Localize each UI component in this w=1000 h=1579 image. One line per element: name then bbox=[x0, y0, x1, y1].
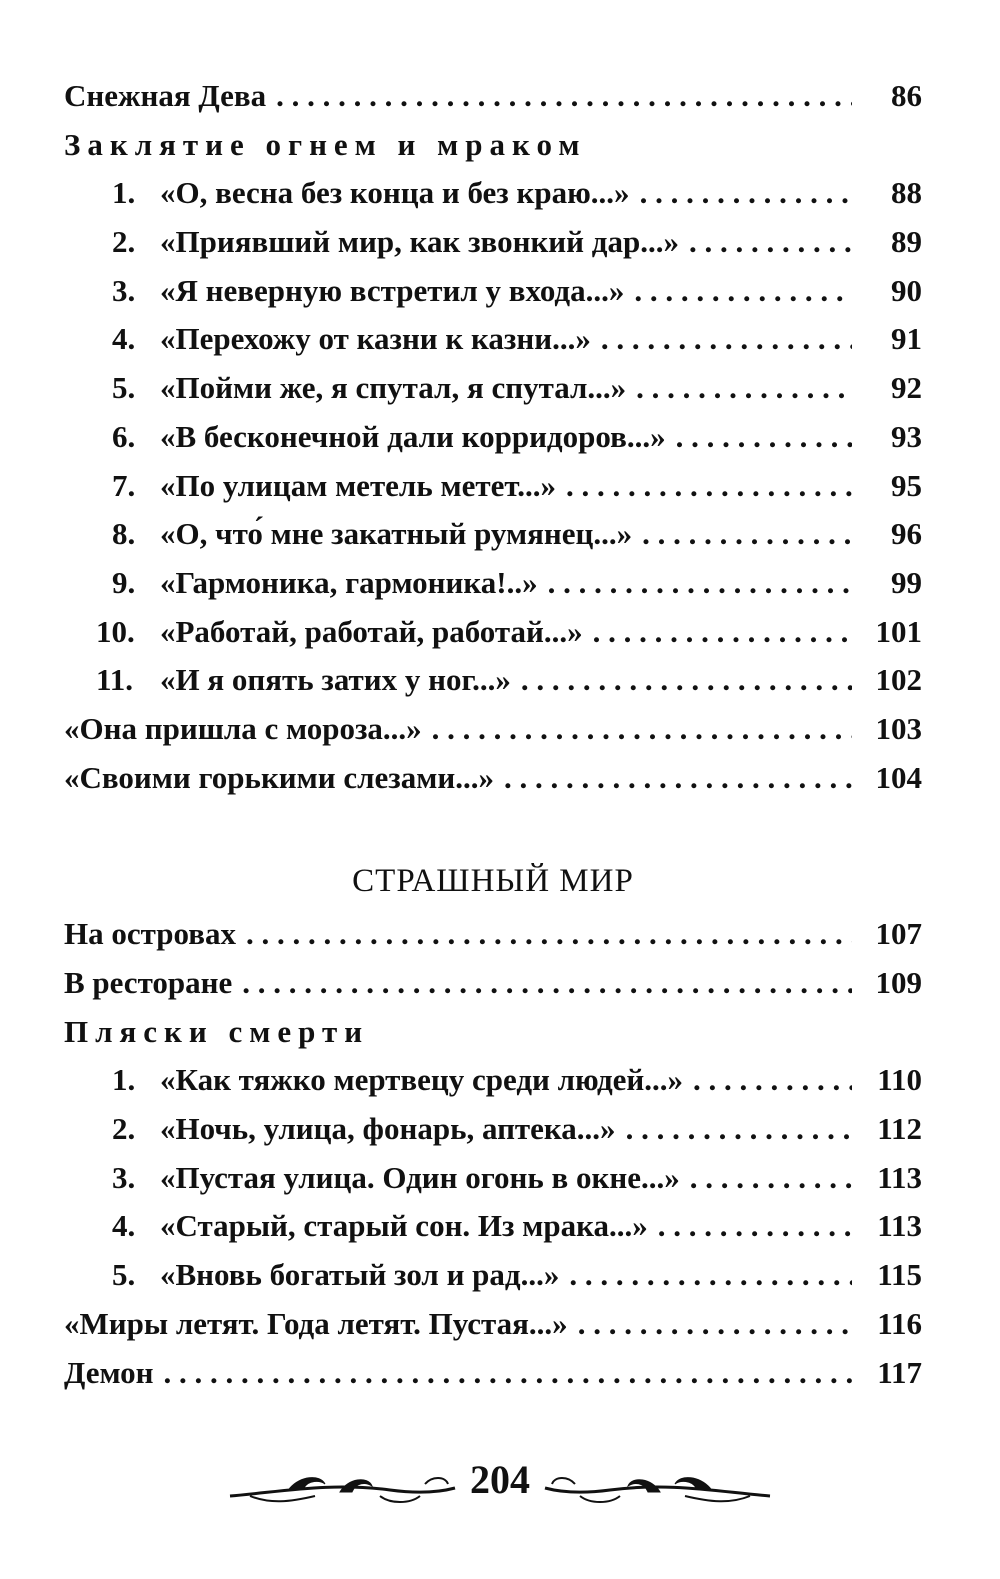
toc-subentry-title: «Вновь богатый зол и рад...» bbox=[160, 1257, 560, 1293]
toc-entry-page: 117 bbox=[877, 1354, 922, 1390]
toc-entry-page: 109 bbox=[875, 965, 922, 1000]
leader-dots bbox=[432, 705, 852, 754]
toc-subentry-page: 95 bbox=[891, 467, 922, 503]
leader-dots bbox=[548, 559, 852, 608]
leader-dots bbox=[689, 218, 852, 267]
toc-entry-title: Снежная Дева bbox=[64, 78, 267, 113]
toc-subentry-number: 3. bbox=[112, 1159, 136, 1195]
toc-subentry-page: 88 bbox=[891, 175, 922, 211]
leader-dots bbox=[626, 1105, 852, 1154]
toc-subentry-page: 89 bbox=[891, 224, 922, 260]
toc-subentry-number: 5. bbox=[112, 1257, 136, 1293]
toc-subentry-title: «В бесконечной дали корридоров...» bbox=[160, 418, 666, 454]
toc-subentry-number: 5. bbox=[112, 370, 136, 406]
toc-subentry[interactable] bbox=[64, 1105, 922, 1154]
toc-subentry[interactable] bbox=[64, 1251, 922, 1300]
toc-entry-title: «Она пришла с мороза...» bbox=[64, 710, 422, 746]
cycle-heading: Заклятие огнем и мраком bbox=[64, 126, 587, 162]
cycle-heading: Пляски смерти bbox=[64, 1013, 370, 1049]
toc-entry-page: 116 bbox=[877, 1305, 922, 1341]
toc-subentry[interactable] bbox=[64, 608, 922, 657]
toc-subentry-page: 91 bbox=[891, 321, 922, 357]
toc-subentry-page: 96 bbox=[891, 516, 922, 552]
toc-subentry-page: 113 bbox=[877, 1208, 922, 1244]
toc-entry-page: 107 bbox=[875, 916, 922, 952]
toc-subentry-number: 7. bbox=[112, 467, 136, 503]
toc-subentry-page: 93 bbox=[891, 418, 922, 454]
toc-entry-title: «Своими горькими слезами...» bbox=[64, 759, 494, 795]
leader-dots bbox=[676, 413, 852, 462]
toc-subentry[interactable] bbox=[64, 1202, 922, 1251]
toc-entry[interactable] bbox=[64, 705, 922, 754]
toc-subentry-number: 3. bbox=[112, 272, 136, 308]
toc-entry[interactable] bbox=[64, 72, 922, 121]
leader-dots bbox=[693, 1056, 852, 1105]
toc-subentry-title: «Как тяжко мертвецу среди людей...» bbox=[160, 1062, 684, 1098]
toc-subentry-number: 6. bbox=[112, 418, 136, 454]
toc-subentry-title: «Перехожу от казни к казни...» bbox=[160, 321, 591, 357]
toc-subentry[interactable] bbox=[64, 1056, 922, 1105]
page-number: 204 bbox=[470, 1457, 530, 1502]
toc-subentry-title: «Приявший мир, как звонкий дар...» bbox=[160, 224, 679, 260]
toc-entry[interactable] bbox=[64, 910, 922, 959]
toc-subentry-page: 101 bbox=[875, 613, 922, 649]
leader-dots bbox=[164, 1349, 852, 1398]
toc-subentry-page: 110 bbox=[877, 1062, 922, 1098]
leader-dots bbox=[242, 959, 852, 1008]
toc-subentry[interactable] bbox=[64, 315, 922, 364]
leader-dots bbox=[690, 1154, 852, 1203]
toc-subentry[interactable] bbox=[64, 510, 922, 559]
toc-subentry-title: «О, что́ мне закатный румянец...» bbox=[160, 516, 633, 552]
leader-dots bbox=[636, 364, 852, 413]
leader-dots bbox=[640, 169, 852, 218]
toc-subentry-page: 90 bbox=[891, 272, 922, 308]
toc-subentry-number: 1. bbox=[112, 175, 136, 211]
toc-entry-page: 86 bbox=[891, 78, 922, 113]
toc-subentry[interactable] bbox=[64, 656, 922, 705]
toc-subentry[interactable] bbox=[64, 1154, 922, 1203]
toc-subentry-page: 113 bbox=[877, 1159, 922, 1195]
toc-entry[interactable] bbox=[64, 754, 922, 803]
toc-subentry-page: 99 bbox=[891, 564, 922, 600]
toc-entry[interactable] bbox=[64, 1349, 922, 1398]
toc-subentry[interactable] bbox=[64, 267, 922, 316]
toc-subentry-title: «Ночь, улица, фонарь, аптека...» bbox=[160, 1111, 616, 1147]
toc-subentry-title: «Старый, старый сон. Из мрака...» bbox=[160, 1208, 648, 1244]
leader-dots bbox=[601, 315, 852, 364]
toc-subentry[interactable] bbox=[64, 462, 922, 511]
toc-subentry-page: 102 bbox=[875, 662, 922, 698]
toc-subentry-title: «Пойми же, я спутал, я спутал...» bbox=[160, 370, 627, 406]
toc-subentry-title: «Гармоника, гармоника!..» bbox=[160, 564, 538, 600]
leader-dots bbox=[634, 267, 852, 316]
toc-subentry-number: 2. bbox=[112, 1111, 136, 1147]
toc-entry-page: 103 bbox=[875, 710, 922, 746]
toc-entry-title: На островах bbox=[64, 916, 236, 952]
leader-dots bbox=[566, 462, 852, 511]
section-heading: СТРАШНЫЙ МИР bbox=[352, 863, 634, 900]
leader-dots bbox=[642, 510, 852, 559]
leader-dots bbox=[246, 910, 852, 959]
toc-subentry-title: «Я неверную встретил у входа...» bbox=[160, 272, 625, 308]
leader-dots bbox=[569, 1251, 852, 1300]
toc-entry[interactable] bbox=[64, 959, 922, 1008]
toc-subentry-page: 112 bbox=[877, 1111, 922, 1147]
toc-subentry-number: 2. bbox=[112, 224, 136, 260]
toc-subentry-page: 92 bbox=[891, 370, 922, 406]
toc-subentry[interactable] bbox=[64, 364, 922, 413]
toc-subentry[interactable] bbox=[64, 559, 922, 608]
toc-subentry-title: «Работай, работай, работай...» bbox=[160, 613, 583, 649]
toc-subentry-number: 4. bbox=[112, 1208, 136, 1244]
toc-subentry[interactable] bbox=[64, 413, 922, 462]
toc-entry[interactable] bbox=[64, 1300, 922, 1349]
toc-subentry-number: 1. bbox=[112, 1062, 136, 1098]
toc-subentry-number: 4. bbox=[112, 321, 136, 357]
toc-subentry-number: 9. bbox=[112, 564, 136, 600]
leader-dots bbox=[658, 1202, 852, 1251]
leader-dots bbox=[578, 1300, 852, 1349]
leader-dots bbox=[504, 754, 852, 803]
toc-subentry-title: «И я опять затих у ног...» bbox=[160, 662, 511, 698]
toc-subentry-title: «Пустая улица. Один огонь в окне...» bbox=[160, 1159, 680, 1195]
table-of-contents bbox=[64, 72, 922, 1397]
toc-entry-page: 104 bbox=[875, 759, 922, 795]
leader-dots bbox=[276, 72, 852, 121]
toc-entry-title: Демон bbox=[64, 1354, 154, 1390]
leader-dots bbox=[593, 608, 852, 657]
toc-subentry-number: 8. bbox=[112, 516, 136, 552]
toc-subentry-page: 115 bbox=[877, 1257, 922, 1293]
toc-subentry[interactable] bbox=[64, 169, 922, 218]
toc-entry-title: В ресторане bbox=[64, 965, 233, 1000]
toc-subentry-number: 11. bbox=[96, 662, 134, 698]
toc-subentry-title: «О, весна без конца и без краю...» bbox=[160, 175, 630, 211]
leader-dots bbox=[521, 656, 852, 705]
toc-subentry-title: «По улицам метель метет...» bbox=[160, 467, 556, 503]
toc-subentry-number: 10. bbox=[96, 613, 135, 649]
toc-entry-title: «Миры летят. Года летят. Пустая...» bbox=[64, 1305, 568, 1341]
page-footer bbox=[220, 1452, 780, 1522]
toc-subentry[interactable] bbox=[64, 218, 922, 267]
